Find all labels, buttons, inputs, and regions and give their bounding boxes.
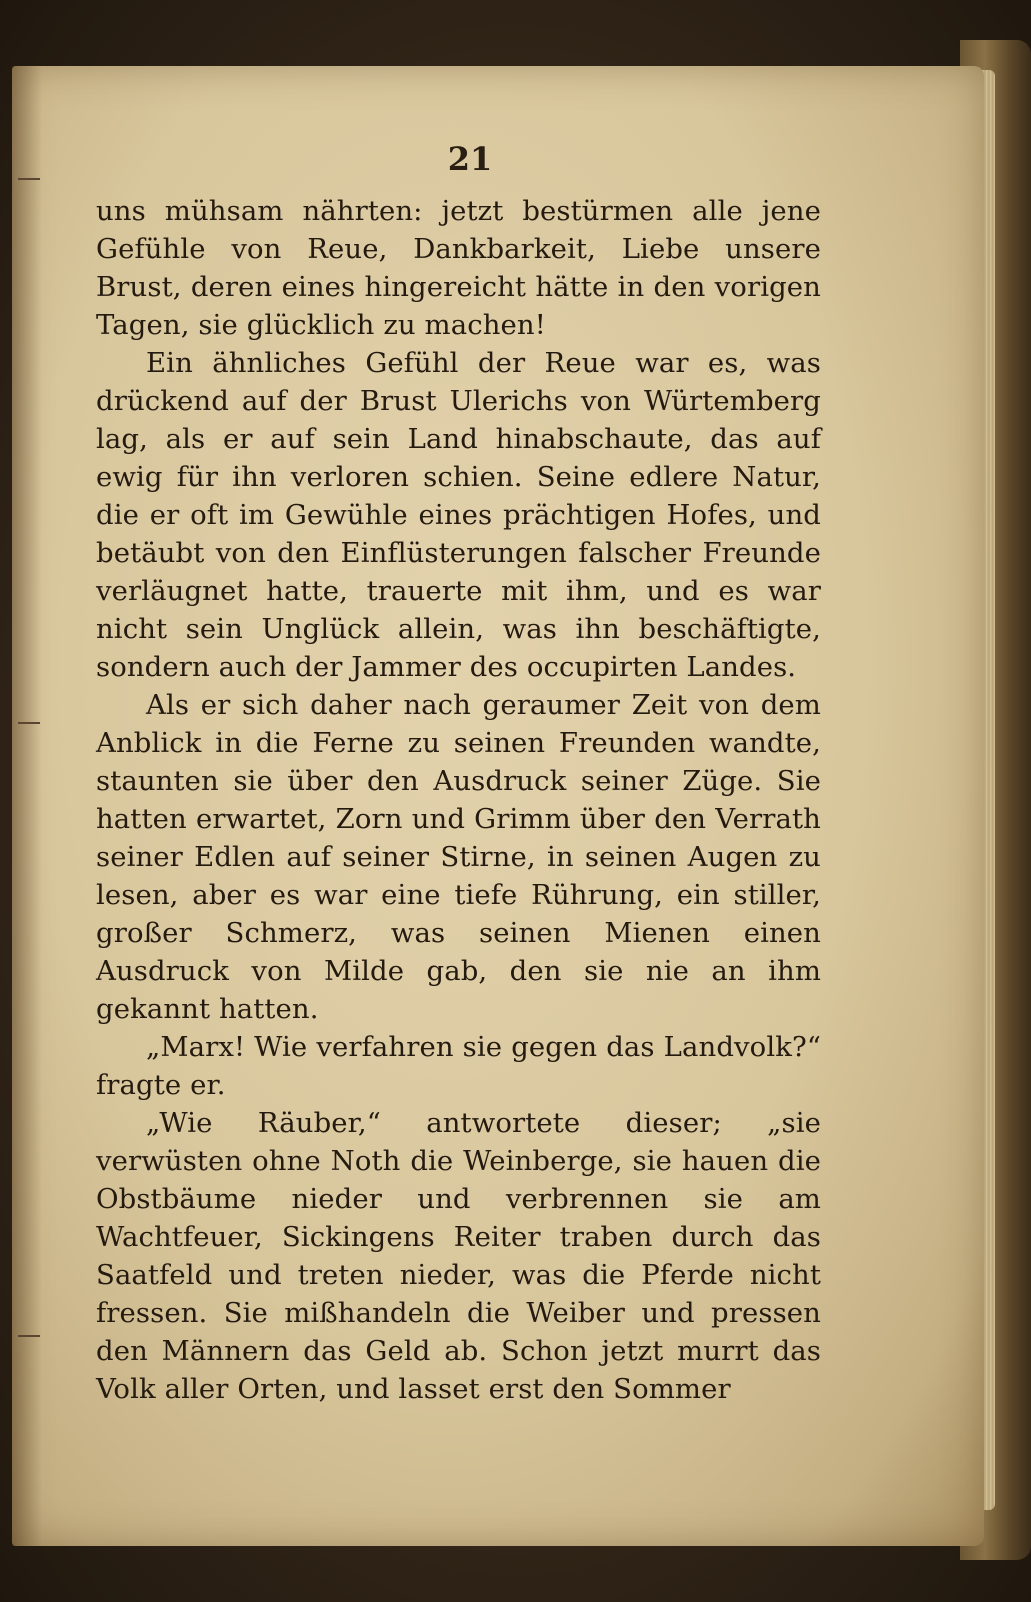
margin-mark	[18, 722, 40, 724]
page-gutter-shadow	[12, 66, 42, 1546]
page-number: 21	[447, 140, 493, 178]
margin-mark	[18, 178, 40, 180]
body-text	[96, 192, 821, 1408]
paragraph: Als er sich daher nach geraumer Zeit von dem Anblick in die Ferne zu seinen Freunden wandte, staunten sie über den Ausdruck seiner Züge. Sie hatten erwartet, Zorn und Grimm über den Verrath seiner Edlen auf seiner Stirne, in seinen Augen zu lesen, aber es war eine tiefe Rührung, ein stiller, großer Schmerz, was seinen Mienen einen Ausdruck von Milde gab, den sie nie an ihm gekannt hatten.	[96, 689, 821, 1025]
margin-mark	[18, 1335, 40, 1337]
paragraph: uns mühsam nährten: jetzt bestürmen alle jene Gefühle von Reue, Dankbarkeit, Liebe unsere Brust, deren eines hingereicht hätte in den vorigen Tagen, sie glücklich zu machen!	[96, 195, 821, 341]
paragraph: Ein ähnliches Gefühl der Reue war es, was drückend auf der Brust Ulerichs von Würtemberg lag, als er auf sein Land hinabschaute, das auf ewig für ihn verloren schien. Seine edlere Natur, die er oft im Gewühle eines prächtigen Hofes, und betäubt von den Einflüsterungen falscher Freunde verläugnet hatte, trauerte mit ihm, und es war nicht sein Unglück allein, was ihn beschäftigte, sondern auch der Jammer des occupirten Landes.	[96, 347, 821, 683]
paragraph: „Marx! Wie verfahren sie gegen das Landvolk?“ fragte er.	[96, 1031, 821, 1101]
paragraph: „Wie Räuber,“ antwortete dieser; „sie verwüsten ohne Noth die Weinberge, sie hauen die Obstbäume nieder und verbrennen sie am Wachtfeuer, Sickingens Reiter traben durch das Saatfeld und treten nieder, was die Pferde nicht fressen. Sie mißhandeln die Weiber und pressen den Männern das Geld ab. Schon jetzt murrt das Volk aller Orten, und lasset erst den Sommer	[96, 1107, 821, 1405]
